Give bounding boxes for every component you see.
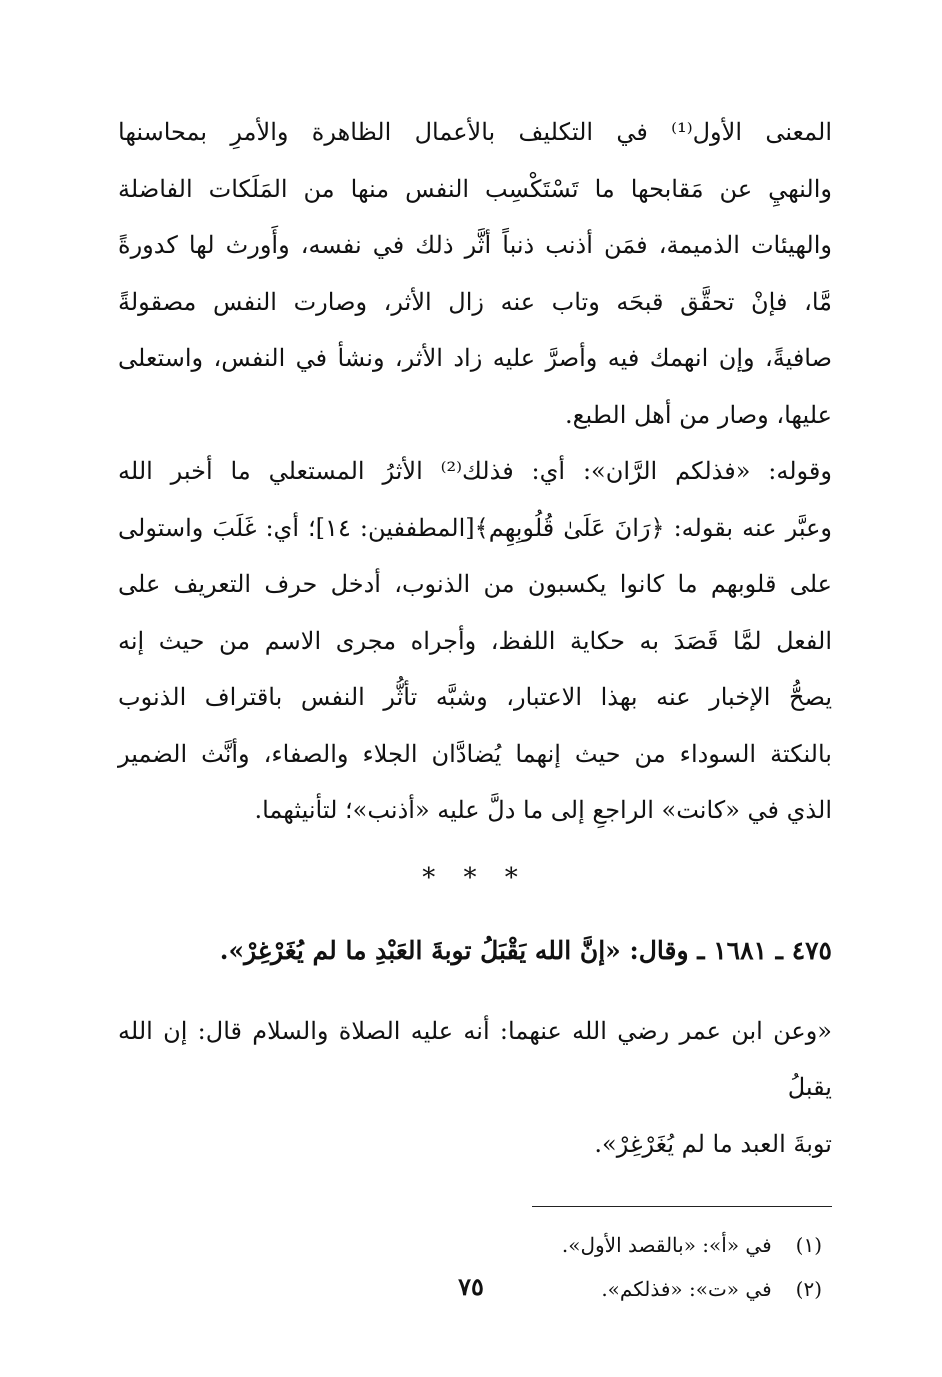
- hadith-heading: ٤٧٥ ـ ١٦٨١ ـ وقال: «إنَّ الله يَقْبَلُ توبةَ العَبْدِ ما لم يُغَرْغِرْ».: [219, 935, 832, 965]
- text-line: يصحُّ الإخبار عنه بهذا الاعتبار، وشبَّه تأثُّر النفس باقتراف الذنوب: [118, 683, 832, 711]
- paragraph-first-meaning: [118, 104, 832, 443]
- text-line: والهيئات الذميمة، فمَن أذنب ذنباً أثَّر ذلك في نفسه، وأَورث لها كدورةً: [118, 231, 832, 259]
- footnote-text: في «ت»: «فذلكم».: [601, 1277, 772, 1301]
- footnote-1: [118, 1223, 832, 1267]
- text-line: توبةَ العبد ما لم يُغَرْغِرْ».: [594, 1129, 832, 1158]
- footnote-divider: [532, 1206, 832, 1207]
- footnote-number: (٢): [795, 1277, 822, 1301]
- text-line: المعنى الأول⁽¹⁾ في التكليف بالأعمال الظاهرة والأمرِ بمحاسنها: [118, 118, 832, 146]
- text-line: «وعن ابن عمر رضي الله عنهما: أنه عليه الصلاة والسلام قال: إن الله يقبلُ: [118, 1016, 832, 1101]
- text-line: صافيةً، وإن انهمك فيه وأصرَّ عليه زاد الأثر، ونشأ في النفس، واستعلى: [118, 344, 832, 372]
- hadith-text: [118, 1003, 832, 1173]
- text-line: الفعل لمَّا قَصَدَ به حكاية اللفظ، وأجراه مجرى الاسم من حيث إنه: [118, 626, 833, 655]
- footnote-number: (١): [795, 1233, 822, 1257]
- text-line: والنهيِ عن مَقابحها ما تَسْتَكْسِب النفس منها من المَلَكات الفاضلة: [118, 174, 832, 203]
- text-line: عليها، وصار من أهل الطبع.: [565, 400, 832, 429]
- footnote-text: في «أ»: «بالقصد الأول».: [561, 1233, 772, 1257]
- section-separator: * * *: [422, 862, 528, 893]
- paragraph-al-ran-explanation: [118, 443, 832, 839]
- text-line: على قلوبهم ما كانوا يكسبون من الذنوب، أدخل حرف التعريف على: [118, 570, 832, 598]
- text-line: بالنكتة السوداء من حيث إنهما يُضادَّان الجلاء والصفاء، وأنَّث الضمير: [118, 739, 832, 768]
- text-line: مَّا، فإنْ تحقَّق قبحَه وتاب عنه زال الأثر، وصارت النفس مصقولةً: [118, 287, 832, 316]
- text-line: وقوله: «فذلكم الرَّان»: أي: فذلك⁽²⁾ الأثرُ المستعلي ما أخبر الله: [118, 457, 832, 485]
- text-line: وعبَّر عنه بقوله: ﴿رَانَ عَلَىٰ قُلُوبِهِم﴾[المطففين: ١٤]؛ أي: غَلَبَ واستولى: [118, 513, 832, 542]
- text-line: الذي في «كانت» الراجعِ إلى ما دلَّ عليه «أذنب»؛ لتأنيثهما.: [254, 796, 832, 824]
- page-number: ٧٥: [458, 1272, 484, 1301]
